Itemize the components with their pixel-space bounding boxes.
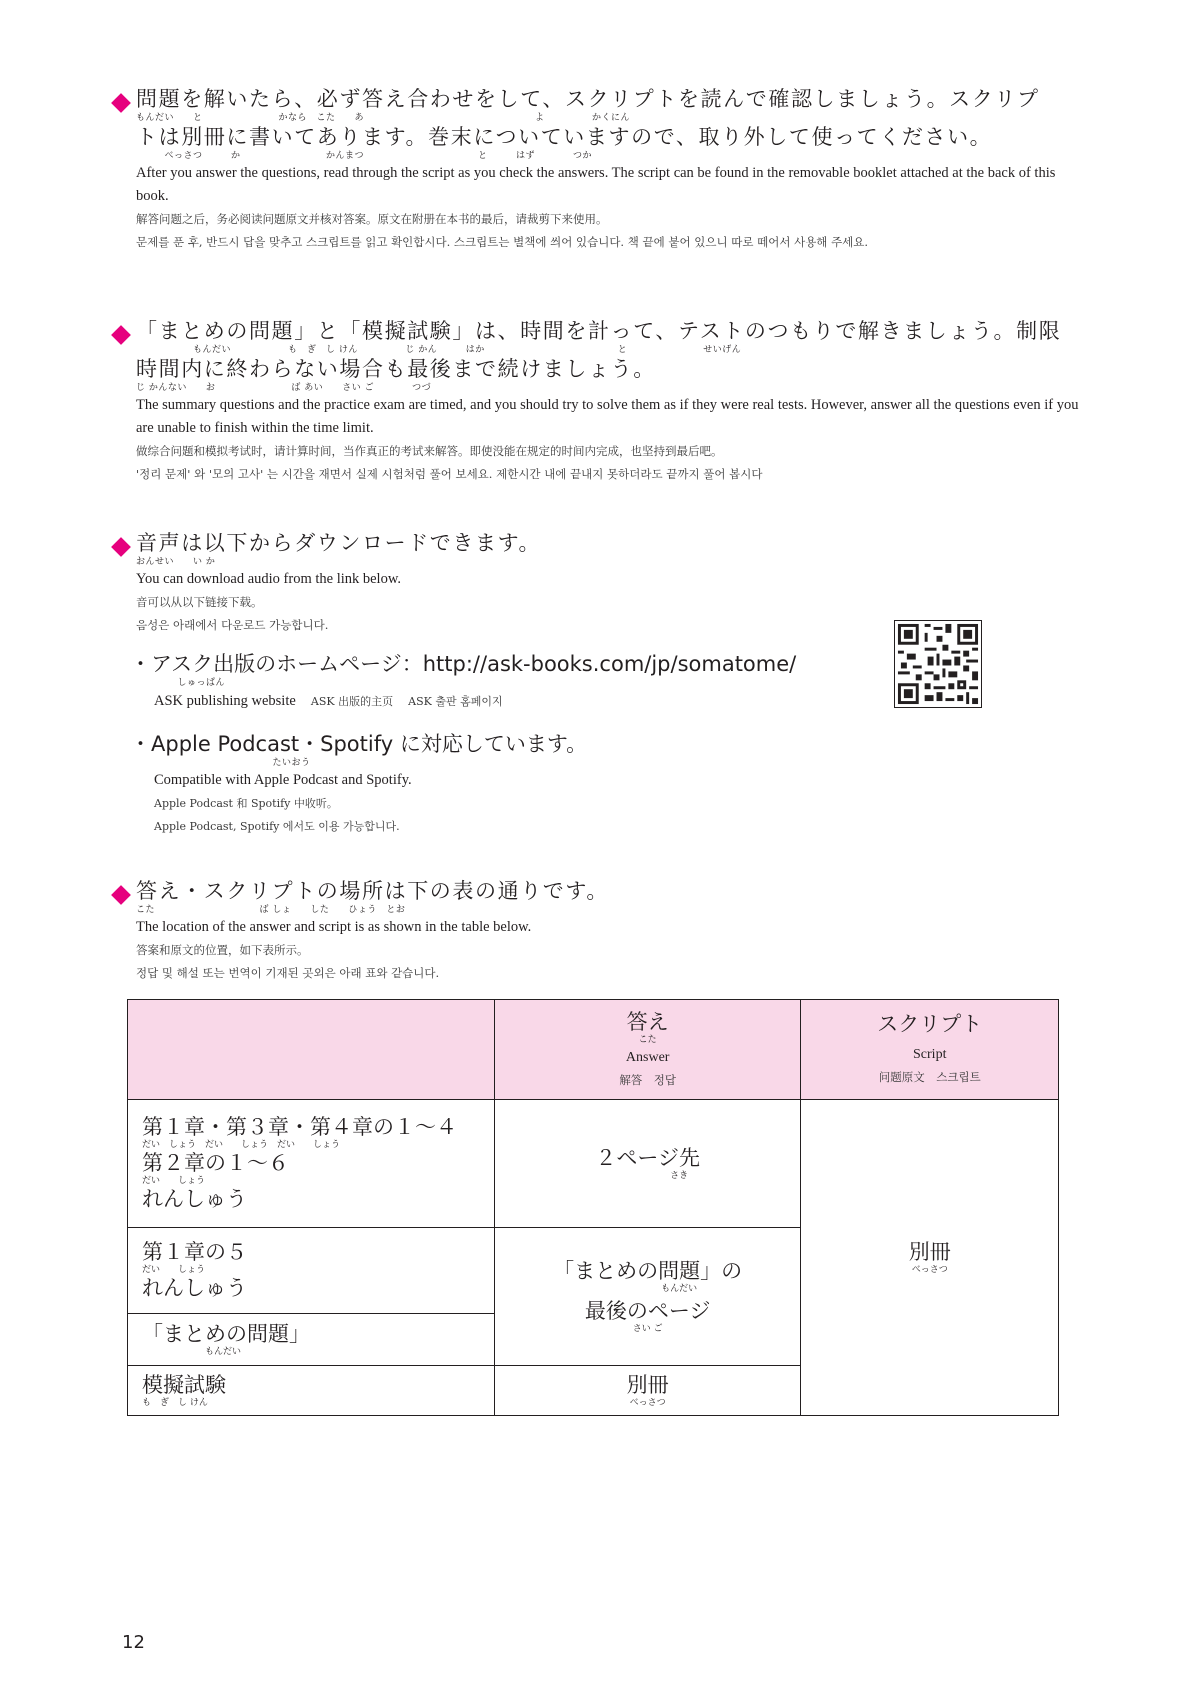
answer-location: 「まとめの問題」の bbox=[553, 1258, 743, 1283]
row-answer-cell bbox=[494, 1366, 801, 1416]
korean-text: 음성은 아래에서 다운로드 가능합니다. bbox=[136, 618, 329, 632]
english-text: You can download audio from the link below. bbox=[136, 571, 401, 587]
section-heading bbox=[112, 878, 1087, 985]
row-answer-cell bbox=[494, 1228, 801, 1366]
row-answer-cell bbox=[494, 1100, 801, 1228]
section-heading bbox=[112, 86, 1087, 254]
row-label-line: 模擬試験 bbox=[142, 1372, 226, 1397]
furigana: べっさつ か かんまつ と はず つか bbox=[136, 151, 593, 161]
chinese-text: 做综合问题和模拟考试时，请计算时间，当作真正的考试来解答。即使没能在规定的时间内完成，也坚持到最后吧。 bbox=[136, 444, 723, 458]
korean-text: '정리 문제' 와 '모의 고사' 는 시간을 재면서 실제 시험처럼 풀어 보세요. 제한시간 내에 끝내지 못하더라도 끝까지 풀어 봅시다 bbox=[136, 467, 763, 481]
chinese-text: ASK 出版的主页 bbox=[310, 695, 394, 708]
english-text: ASK publishing website bbox=[154, 693, 296, 709]
furigana: もんだい bbox=[598, 1283, 698, 1294]
heading-line: 答え・スクリプトの場所は下の表の通りです。 bbox=[136, 879, 609, 903]
section-timed-tests bbox=[112, 318, 1087, 486]
table-header-script bbox=[801, 1000, 1059, 1100]
furigana: おんせい い か bbox=[136, 557, 216, 567]
furigana: じ かんない お ば あい さい ご つづ bbox=[136, 383, 432, 393]
table-header-answer bbox=[494, 1000, 801, 1100]
row-label-line: 第１章の５ bbox=[142, 1240, 247, 1264]
row-label-line: れんしゅう bbox=[142, 1276, 247, 1300]
furigana: もんだい と かなら こた あ よ かくにん bbox=[136, 113, 631, 123]
heading-line: 音声は以下からダウンロードできます。 bbox=[136, 531, 542, 555]
furigana: こた bbox=[638, 1034, 657, 1045]
furigana: べっさつ bbox=[911, 1264, 948, 1275]
english-text: The summary questions and the practice exam are timed, and you should try to solve them as if they were real tests. However, answer all the questions even if you are unable to finish within the time limit. bbox=[136, 397, 1079, 436]
answer-location: ２ページ先 bbox=[595, 1145, 700, 1170]
diamond-bullet-icon bbox=[111, 93, 131, 113]
section-heading bbox=[112, 318, 1087, 486]
heading-line: 問題を解いたら、必ず答え合わせをして、スクリプトを読んで確認しましょう。スクリプ bbox=[136, 87, 1040, 111]
furigana: さき bbox=[607, 1170, 689, 1181]
qr-code-icon[interactable] bbox=[894, 620, 982, 708]
heading-line: 時間内に終わらない場合も最後まで続けましょう。 bbox=[136, 357, 656, 381]
english-text: Compatible with Apple Podcast and Spotify. bbox=[154, 772, 412, 788]
bullet-podcast bbox=[130, 731, 1087, 838]
table-row bbox=[128, 1100, 1059, 1228]
english-text: After you answer the questions, read through the script as you check the answers. The script can be found in the removable booklet attached at the back of this book. bbox=[136, 165, 1056, 204]
script-header-translations: 问题原文 스크립트 bbox=[878, 1070, 981, 1084]
korean-text: ASK 출판 홈페이지 bbox=[408, 695, 503, 708]
chinese-text: 音可以从以下链接下载。 bbox=[136, 595, 263, 609]
furigana: しゅっぱん bbox=[130, 678, 226, 688]
section-check-answers bbox=[112, 86, 1087, 254]
answer-header-translations: 解答 정답 bbox=[619, 1072, 677, 1087]
heading-line: 「まとめの問題」と「模擬試験」は、時間を計って、テストのつもりで解きましょう。制限 bbox=[136, 319, 1062, 343]
korean-text: 문제를 푼 후, 반드시 답을 맞추고 스크립트를 읽고 확인합시다. 스크립트는 별책에 씌어 있습니다. 책 끝에 붙어 있으니 따로 떼어서 사용해 주세요. bbox=[136, 235, 869, 249]
diamond-bullet-icon bbox=[111, 537, 131, 557]
row-label-line: 「まとめの問題」 bbox=[142, 1321, 310, 1346]
english-text: The location of the answer and script is as shown in the table below. bbox=[136, 919, 532, 935]
podcast-text: ・Apple Podcast・Spotify に対応しています。 bbox=[130, 732, 588, 756]
furigana: べっさつ bbox=[629, 1397, 666, 1408]
korean-text: Apple Podcast, Spotify 에서도 이용 가능합니다. bbox=[154, 820, 400, 833]
row-label-line: 第１章・第３章・第４章の１～４ bbox=[142, 1115, 457, 1139]
row-label-cell bbox=[128, 1366, 495, 1416]
script-header-english: Script bbox=[913, 1047, 947, 1062]
heading-line: トは別冊に書いてあります。巻末についていますので、取り外して使ってください。 bbox=[136, 125, 993, 149]
answer-location: 最後のページ bbox=[584, 1298, 711, 1323]
furigana: もんだい bbox=[142, 1346, 242, 1357]
row-label-cell bbox=[128, 1228, 495, 1314]
row-label-line: れんしゅう bbox=[142, 1187, 247, 1211]
answer-location: 別冊 bbox=[626, 1372, 669, 1397]
diamond-bullet-icon bbox=[111, 325, 131, 345]
script-header-title: スクリプト bbox=[877, 1012, 983, 1036]
furigana: こた ば しょ した ひょう とお bbox=[136, 905, 406, 915]
furigana: だい しょう bbox=[142, 1176, 206, 1186]
row-label-line: 第２章の１～６ bbox=[142, 1151, 289, 1175]
chinese-text: Apple Podcast 和 Spotify 中收听。 bbox=[154, 797, 338, 810]
korean-text: 정답 및 해설 또는 번역이 기재된 곳외은 아래 표와 같습니다. bbox=[136, 966, 440, 980]
furigana: も ぎ し けん bbox=[142, 1397, 208, 1408]
row-label-cell bbox=[128, 1314, 495, 1366]
chinese-text: 解答问题之后，务必阅读问题原文并核对答案。原文在附册在本书的最后，请裁剪下来使用。 bbox=[136, 212, 608, 226]
location-table bbox=[127, 999, 1059, 1416]
qr-code-graphic bbox=[895, 621, 981, 707]
script-location: 別冊 bbox=[908, 1239, 951, 1264]
chinese-text: 答案和原文的位置，如下表所示。 bbox=[136, 943, 309, 957]
answer-header-title: 答え bbox=[626, 1009, 669, 1034]
furigana: もんだい も ぎ し けん じ かん はか と せいげん bbox=[136, 345, 742, 355]
table-header-empty-cell bbox=[128, 1000, 495, 1100]
page-number: 12 bbox=[122, 1632, 145, 1653]
script-location-cell bbox=[801, 1100, 1059, 1416]
section-answer-location bbox=[112, 878, 1087, 985]
ask-website-link[interactable]: ・アスク出版のホームページ：http://ask-books.com/jp/somatome/ bbox=[130, 652, 797, 676]
table-header-row bbox=[128, 1000, 1059, 1100]
furigana: だい しょう だい しょう だい しょう bbox=[142, 1140, 341, 1150]
furigana: さい ご bbox=[632, 1323, 663, 1334]
row-label-cell bbox=[128, 1100, 495, 1228]
furigana: たいおう bbox=[130, 758, 311, 768]
furigana: だい しょう bbox=[142, 1265, 206, 1275]
diamond-bullet-icon bbox=[111, 885, 131, 905]
answer-header-english: Answer bbox=[625, 1049, 670, 1065]
